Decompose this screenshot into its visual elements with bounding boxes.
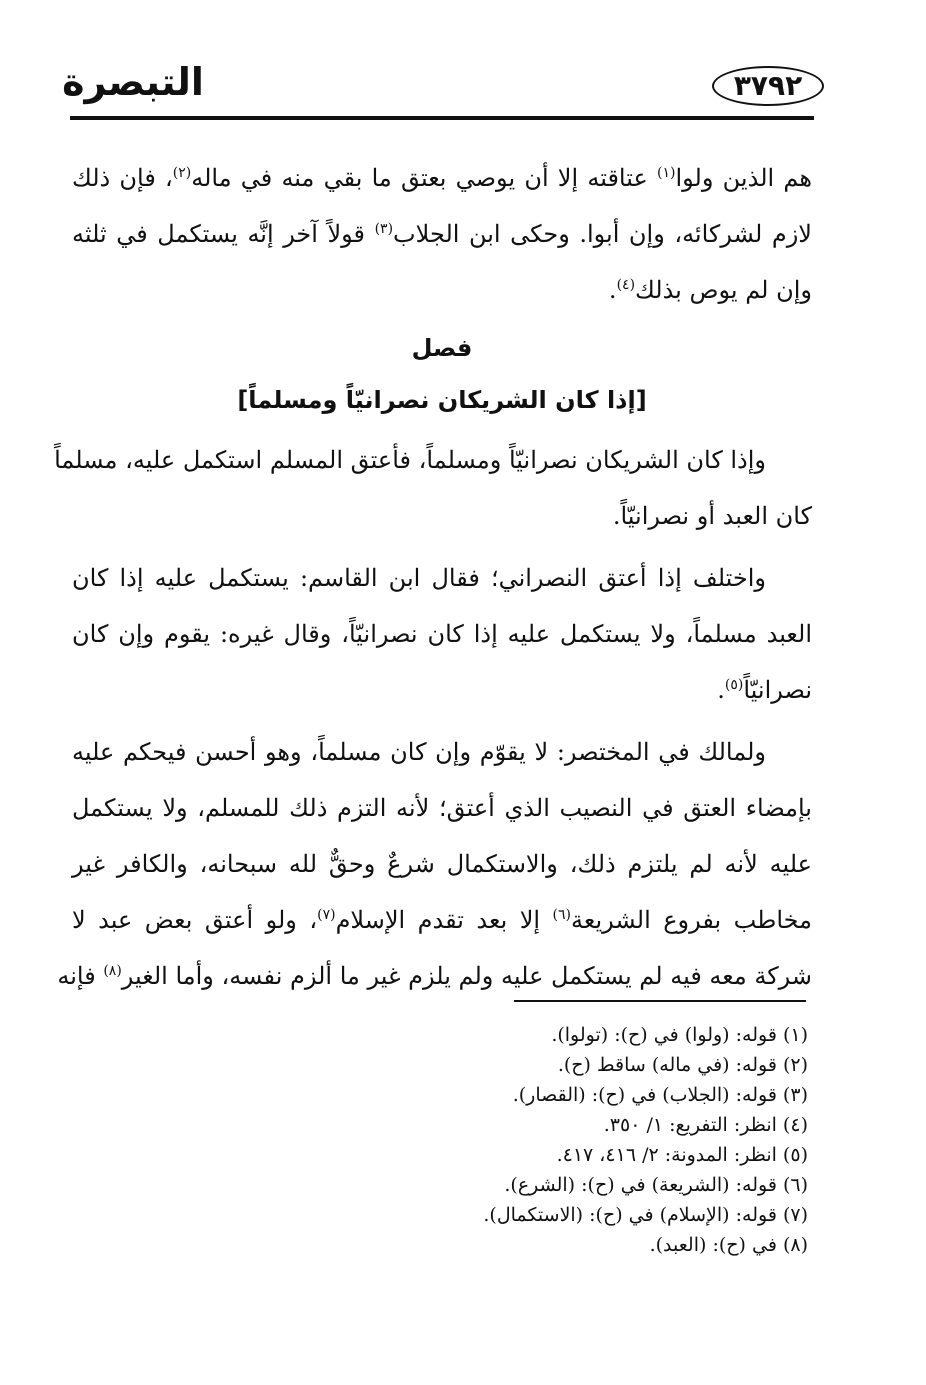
section-title: [إذا كان الشريكان نصرانيّاً ومسلماً] xyxy=(237,386,647,414)
footnote: (١) قوله: (ولوا) في (ح): (تولوا). xyxy=(551,1024,808,1046)
header-rule xyxy=(70,116,814,120)
footnote-marker: (٧) xyxy=(317,907,336,923)
footnote: (٣) قوله: (الجلاب) في (ح): (القصار). xyxy=(512,1084,808,1106)
footnote-marker: (٣) xyxy=(374,221,394,237)
footnote: (٦) قوله: (الشريعة) في (ح): (الشرع). xyxy=(504,1174,808,1196)
text-line: ولمالك في المختصر: لا يقوّم وإن كان مسلماً، وهو أحسن فيحكم عليه xyxy=(72,738,767,766)
footnote-marker: (٨) xyxy=(103,963,122,979)
page-number: ٣٧٩٢ xyxy=(733,69,803,102)
text-line: شركة معه فيه لم يستكمل عليه ولم يلزم غير ما ألزم نفسه، وأما الغير$^{(٨)}$ فإنه xyxy=(57,962,812,990)
text-line: واختلف إذا أعتق النصراني؛ فقال ابن القاسم: يستكمل عليه إذا كان xyxy=(72,564,766,592)
footnote: (٤) انظر: التفريع: ١/ ٣٥٠. xyxy=(603,1114,808,1136)
text-line: بإمضاء العتق في النصيب الذي أعتق؛ لأنه التزم ذلك للمسلم، ولا يستكمل xyxy=(72,794,812,822)
footnote-marker: (٤) xyxy=(616,277,636,293)
text-line: لازم لشركائه، وإن أبوا. وحكى ابن الجلاب$^{(٣)}$ قولاً آخر إنَّه يستكمل في ثلثه xyxy=(72,220,812,248)
footnote-marker: (٥) xyxy=(724,677,744,693)
footnote-marker: (٦) xyxy=(552,907,572,923)
footnote: (٢) قوله: (في ماله) ساقط (ح). xyxy=(557,1054,808,1076)
footnote-separator xyxy=(514,1000,806,1002)
text-line: هم الذين ولوا$^{(١)}$ عتاقته إلا أن يوصي بعتق ما بقي منه في ماله$^{(٢)}$، فإن ذلك xyxy=(72,164,812,192)
text-line: مخاطب بفروع الشريعة$^{(٦)}$ إلا بعد تقدم الإسلام$^{(٧)}$، ولو أعتق بعض عبد لا xyxy=(72,906,812,934)
page-number-badge xyxy=(712,66,824,106)
text-line: العبد مسلماً، ولا يستكمل عليه إذا كان نصرانيّاً، وقال غيره: يقوم وإن كان xyxy=(72,620,812,648)
section-label: فصل xyxy=(411,334,473,362)
text-line: وإذا كان الشريكان نصرانيّاً ومسلماً، فأعتق المسلم استكمل عليه، مسلماً xyxy=(54,446,766,474)
text-line: نصرانيّاً$^{(٥)}$. xyxy=(717,676,812,704)
footnote: (٥) انظر: المدونة: ٢/ ٤١٦، ٤١٧. xyxy=(556,1144,808,1166)
text-line: عليه لأنه لم يلتزم ذلك، والاستكمال شرعٌ وحقٌّ لله سبحانه، والكافر غير xyxy=(72,850,812,878)
footnote: (٨) في (ح): (العبد). xyxy=(649,1234,808,1256)
text-line: كان العبد أو نصرانيّاً. xyxy=(612,502,812,530)
main-text xyxy=(54,150,812,1004)
running-head-title: التبصرة xyxy=(62,60,204,104)
footnote-marker: (٢) xyxy=(172,165,192,181)
footnotes xyxy=(308,1020,808,1260)
text-line: وإن لم يوص بذلك$^{(٤)}$. xyxy=(608,276,812,304)
footnote-marker: (١) xyxy=(657,165,676,181)
footnote: (٧) قوله: (الإسلام) في (ح): (الاستكمال). xyxy=(483,1204,808,1226)
